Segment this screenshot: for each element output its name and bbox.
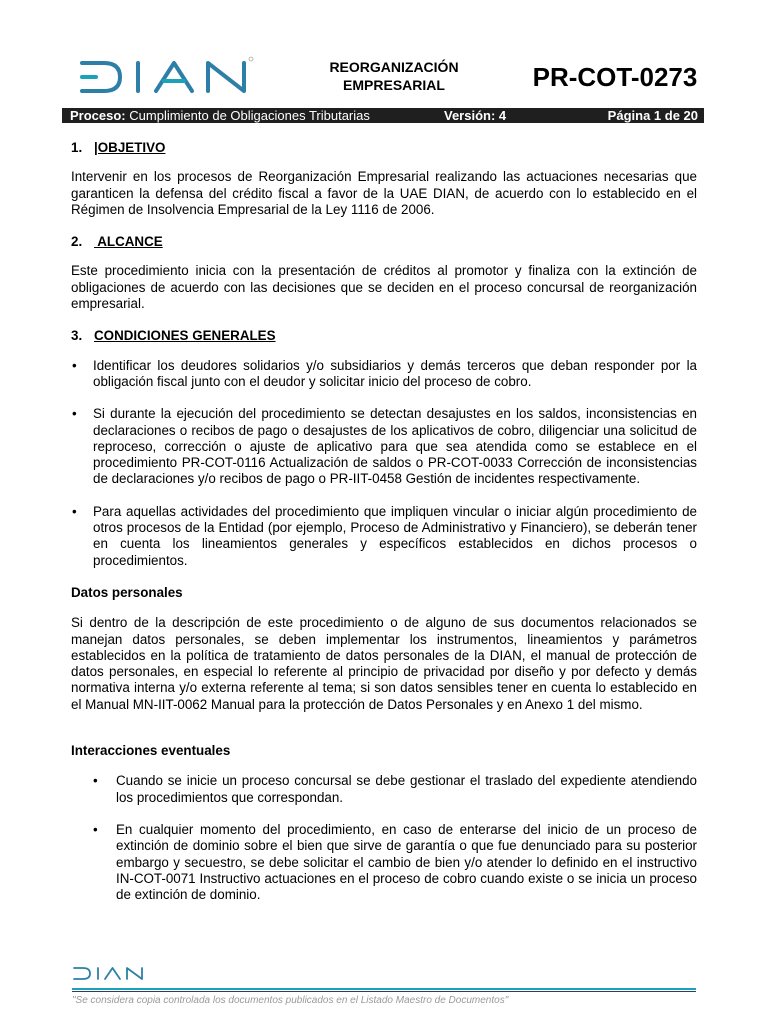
list-item-text: Si durante la ejecución del procedimiento se detectan desajustes en los saldos, inconsistencias en declaraciones o recibos de pago o desajustes de los aplicativos de cobro, diligenciar una solicitud de reproceso, corrección o ajuste de aplicativo para que sea atendida como se establece en el procedimiento PR-COT-0116 Actualización de saldos o PR-COT-0033 Corrección de inconsistencias de declaraciones y/o recibos de pago o PR-IIT-0458 Gestión de incidentes respectivamente. xyxy=(93,406,697,487)
list-item xyxy=(71,822,697,903)
bullet-icon: • xyxy=(72,503,77,519)
bullet-icon: • xyxy=(93,821,98,837)
footer-divider-navy xyxy=(72,991,696,992)
section-number: 1. xyxy=(71,140,83,155)
bullet-icon: • xyxy=(72,406,77,422)
footer-controlled-copy-note: "Se considera copia controlada los documentos publicados en el Listado Maestro de Documentos" xyxy=(72,995,509,1006)
document-title xyxy=(300,58,488,94)
bullet-icon: • xyxy=(93,773,98,789)
list-item-text: En cualquier momento del procedimiento, en caso de enterarse del inicio de un proceso de extinción de dominio sobre el bien que sirve de garantía o que fue denunciado para su posterior embargo y secuestro, se debe solicitar el cambio de bien y/o atender lo definido en el instructivo IN-COT-0071 Instructivo actuaciones en el proceso de cobro cuando existe o se inicia un proceso de extinción de dominio. xyxy=(116,821,697,903)
version-label: Versión: 4 xyxy=(444,108,507,123)
list-item-text: Identificar los deudores solidarios y/o subsidiarios y demás terceros que deban responder por la obligación fiscal junto con el deudor y solicitar inicio del proceso de cobro. xyxy=(93,357,697,389)
conditions-list xyxy=(71,358,697,569)
interactions-list xyxy=(71,773,697,903)
process-header-bar xyxy=(62,108,704,123)
section-body-alcance: Este procedimiento inicia con la presentación de créditos al promotor y finaliza con la extinción de obligaciones de acuerdo con las decisiones que se deciden en el proceso concursal de reorganización empresarial. xyxy=(71,263,697,312)
process-label: Proceso: xyxy=(70,108,126,123)
document-code: PR-COT-0273 xyxy=(532,62,698,92)
subsection-heading-datos-personales: Datos personales xyxy=(71,584,183,600)
list-item xyxy=(71,504,697,569)
document-title-line2: EMPRESARIAL xyxy=(343,77,445,93)
process-value: Cumplimiento de Obligaciones Tributarias xyxy=(129,108,370,123)
section-title: ALCANCE xyxy=(94,234,163,250)
list-item xyxy=(71,406,697,487)
process-info xyxy=(70,108,370,123)
section-title: CONDICIONES GENERALES xyxy=(94,328,276,344)
subsection-body-datos-personales: Si dentro de la descripción de este procedimiento o de alguno de sus documentos relacionados se manejan datos personales, se deben implementar los instrumentos, lineamientos y parámetros establecidos en la política de tratamiento de datos personales de la DIAN, el manual de protección de datos personales, en especial lo referente al principio de privacidad por diseño y por defecto y demás normativa interna y/o externa referente al tema; si son datos sensibles tener en cuenta lo establecido en el Manual MN-IIT-0062 Manual para la protección de Datos Personales y en Anexo 1 del mismo. xyxy=(71,615,697,712)
footer-divider-teal xyxy=(72,988,696,990)
document-title-line1: REORGANIZACIÓN xyxy=(329,59,459,75)
list-item xyxy=(71,358,697,391)
bullet-icon: • xyxy=(72,357,77,373)
list-item-text: Cuando se inicie un proceso concursal se debe gestionar el traslado del expediente atendiendo los procedimientos que correspondan. xyxy=(116,773,697,805)
dian-logo xyxy=(76,55,256,100)
section-heading-alcance xyxy=(71,234,697,250)
section-number: 3. xyxy=(71,328,83,344)
page-indicator: Página 1 de 20 xyxy=(607,108,698,123)
list-item xyxy=(71,773,697,806)
footer-dian-logo-mark xyxy=(72,966,148,981)
section-heading-condiciones xyxy=(71,328,697,344)
section-body-objetivo: Intervenir en los procesos de Reorganización Empresarial realizando las actuaciones necesarias que garanticen la defensa del crédito fiscal a favor de la UAE DIAN, de acuerdo con lo establecido en el Régimen de Insolvencia Empresarial de la Ley 1116 de 2006. xyxy=(71,169,697,217)
subsection-heading-interacciones: Interacciones eventuales xyxy=(71,743,231,759)
section-title: |OBJETIVO xyxy=(94,140,166,155)
dian-logo-mark xyxy=(76,55,256,100)
list-item-text: Para aquellas actividades del procedimiento que impliquen vincular o iniciar algún procedimiento de otros procesos de la Entidad (por ejemplo, Proceso de Administrativo y Financiero), se deberán tener en cuenta los lineamientos generales y específicos establecidos en dichos procesos o procedimientos. xyxy=(93,503,697,568)
document-body xyxy=(71,140,697,919)
footer-dian-logo xyxy=(72,966,148,981)
section-number: 2. xyxy=(71,234,83,250)
section-heading-objetivo xyxy=(71,140,697,156)
